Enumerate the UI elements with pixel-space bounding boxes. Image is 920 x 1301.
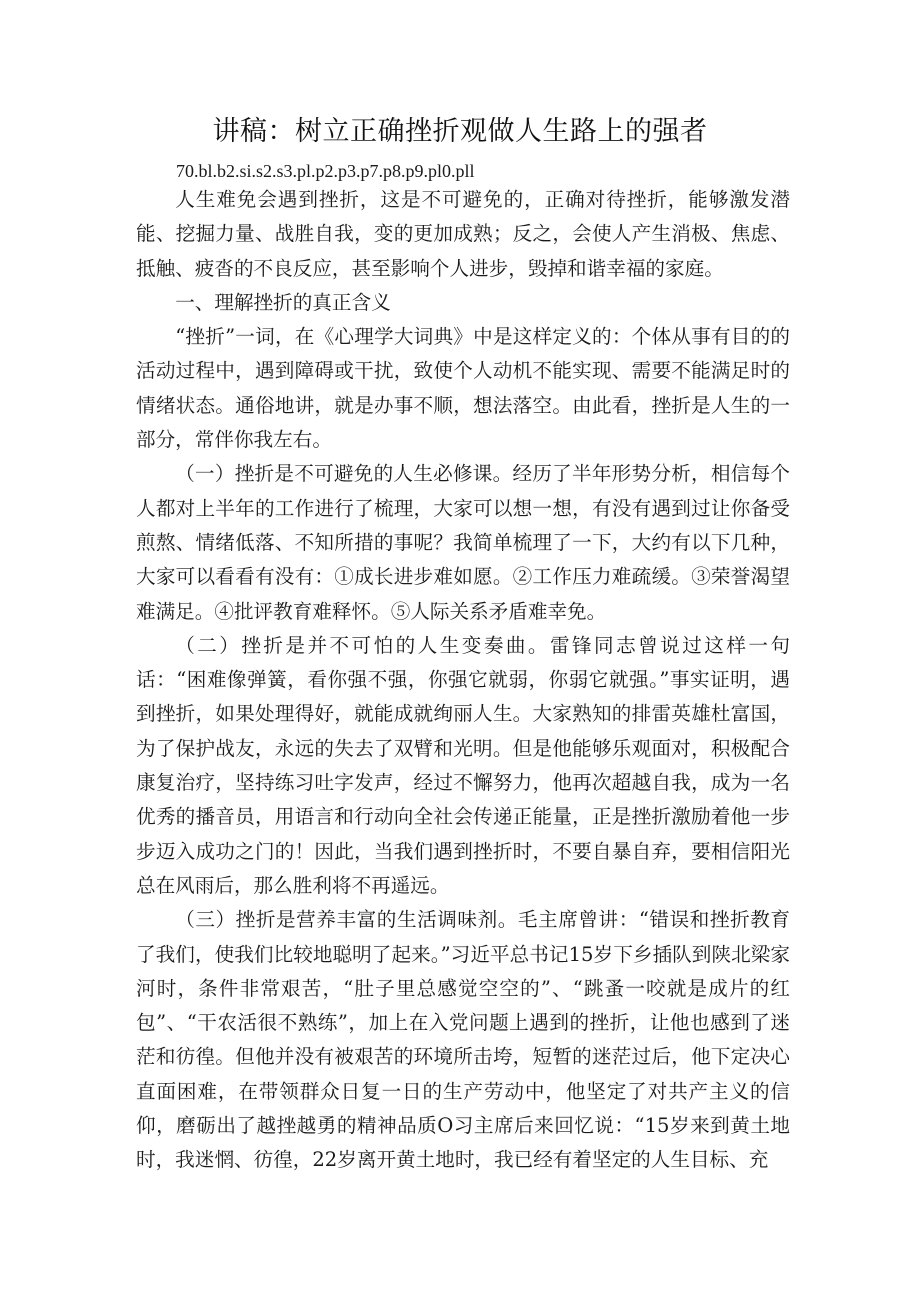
subsection-1-paragraph: （一）挫折是不可避免的人生必修课。经历了半年形势分析，相信每个人都对上半年的工作进行了梳理，大家可以想一想，有没有遇到过让你备受煎熬、情绪低落、不知所措的事呢？我简单梳理了一下，大约有以下几种，大家可以看看有没有：①成长进步难如愿。②工作压力难疏缓。③荣誉渴望难满足。④批评教育难释怀。⑤人际关系矛盾难幸免。	[136, 462, 790, 623]
subsection-2-paragraph: （二）挫折是并不可怕的人生变奏曲。雷锋同志曾说过这样一句话：“困难像弹簧，看你强不强，你强它就弱，你弱它就强。”事实证明，遇到挫折，如果处理得好，就能成就绚丽人生。大家熟知的排雷英雄杜富国，为了保护战友，永远的失去了双臂和光明。但是他能够乐观面对，积极配合康复治疗，坚持练习吐字发声，经过不懈努力，他再次超越自我，成为一名优秀的播音员，用语言和行动向全社会传递正能量，正是挫折激励着他一步步迈入成功之门的！因此，当我们遇到挫折时，不要自暴自弃，要相信阳光总在风雨后，那么胜利将不再遥远。	[136, 633, 790, 897]
document-code-line: 70.bl.b2.si.s2.s3.pl.p2.p3.p7.p8.p9.pl0.pll	[176, 161, 475, 181]
document-body	[136, 183, 790, 1178]
intro-paragraph: 人生难免会遇到挫折，这是不可避免的，正确对待挫折，能够激发潜能、挖掘力量、战胜自我，变的更加成熟；反之，会使人产生消极、焦虑、抵触、疲沓的不良反应，甚至影响个人进步，毁掉和谐幸福的家庭。	[136, 188, 790, 280]
document-title: 讲稿：树立正确挫折观做人生路上的强者	[212, 116, 708, 147]
section-heading-1: 一、理解挫折的真正含义	[175, 290, 391, 314]
subsection-3-paragraph: （三）挫折是营养丰富的生活调味剂。毛主席曾讲：“错误和挫折教育了我们，使我们比较地聪明了起来。”习近平总书记15岁下乡插队到陕北梁家河时，条件非常艰苦，“肚子里总感觉空空的”、“跳蚤一咬就是成片的红包”、“干农活很不熟练”，加上在入党问题上遇到的挫折，让他也感到了迷茫和彷徨。但他并没有被艰苦的环境所击垮，短暂的迷茫过后，他下定决心直面困难，在带领群众日复一日的生产劳动中，他坚定了对共产主义的信仰，磨砺出了越挫越勇的精神品质O习主席后来回忆说：“15岁来到黄土地时，我迷惘、彷徨，22岁离开黄土地时，我已经有着坚定的人生目标、充	[136, 908, 790, 1172]
definition-paragraph: “挫折”一词，在《心理学大词典》中是这样定义的：个体从事有目的的活动过程中，遇到障碍或干扰，致使个人动机不能实现、需要不能满足时的情绪状态。通俗地讲，就是办事不顺，想法落空。由此看，挫折是人生的一部分，常伴你我左右。	[136, 325, 790, 452]
